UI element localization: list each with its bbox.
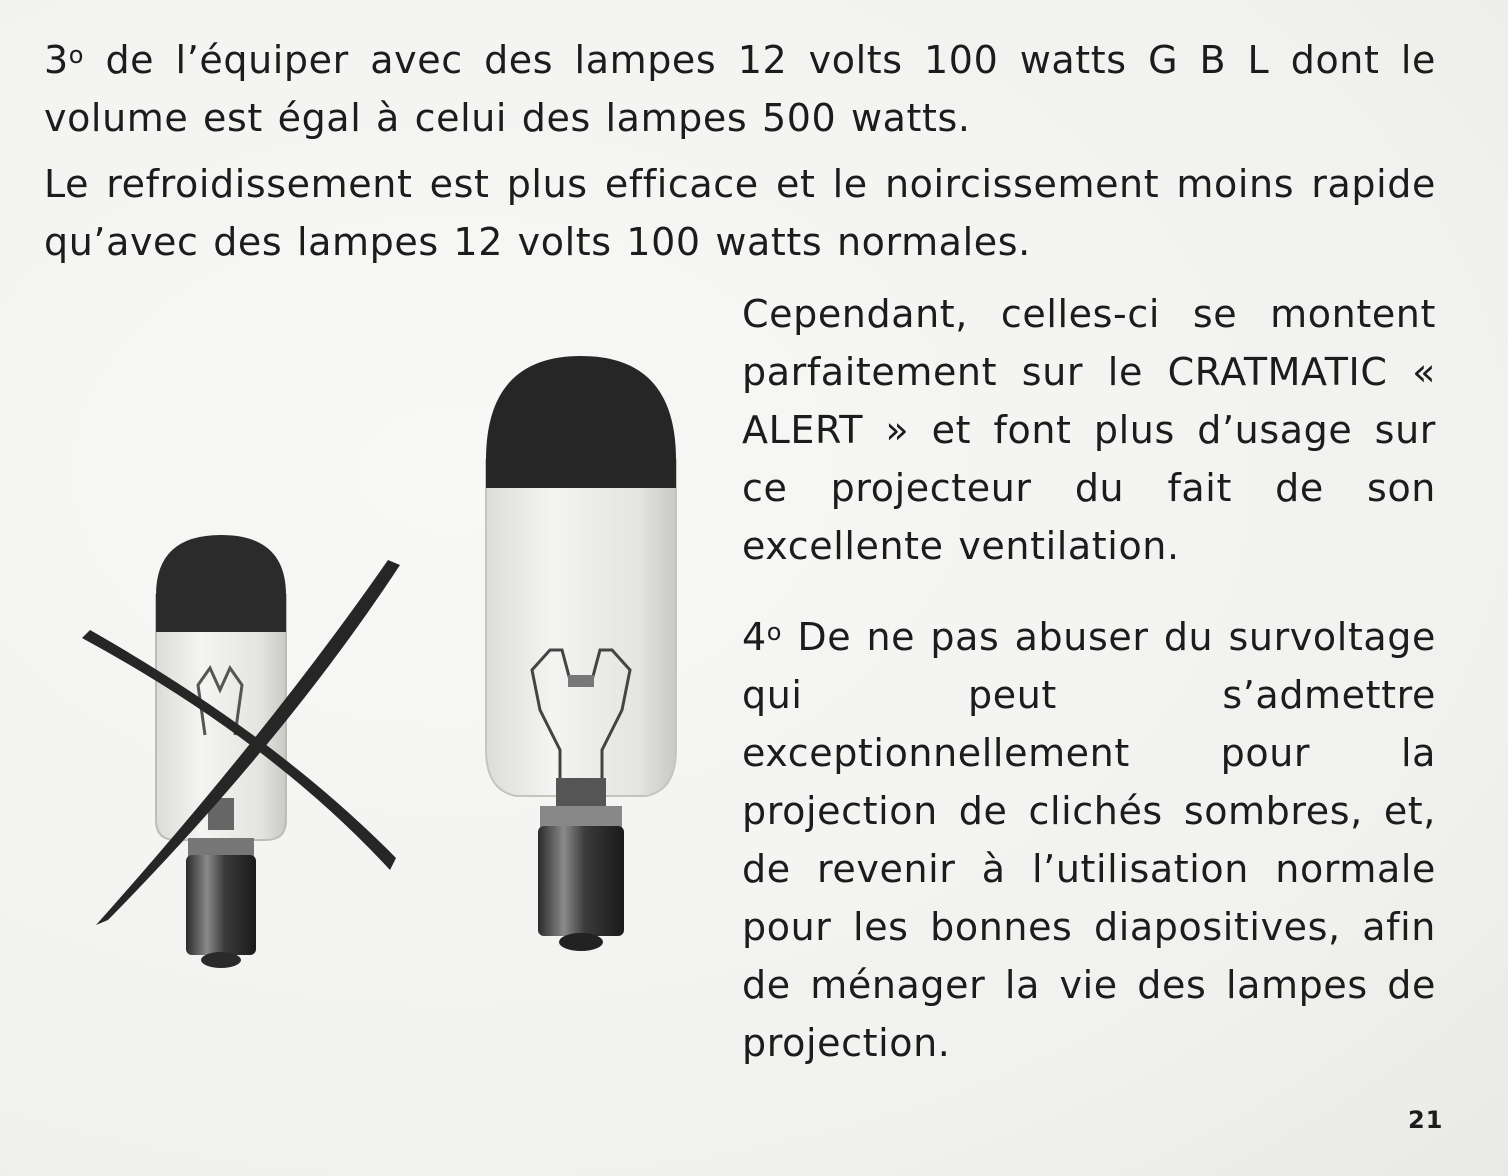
projector-bulb-icon xyxy=(486,356,676,951)
ordinal-superscript: o xyxy=(68,41,85,69)
paragraph-cooling xyxy=(44,155,1436,271)
paragraph-3 xyxy=(44,26,1436,147)
page-number: 21 xyxy=(1408,1106,1444,1134)
list-number: 4 xyxy=(742,615,767,659)
paragraph-4 xyxy=(742,603,1436,1072)
paragraph-text: Le refroidissement est plus efficace et le noircissement moins rapide qu’avec des lampes 12 volts 100 watts normales. xyxy=(44,162,1436,264)
paragraph-text: De ne pas abuser du survoltage qui peut s’admettre exceptionnellement pour la projection de clichés sombres, et, de revenir à l’utilisation normale pour les bonnes diapositives, afin de ménager la vie des lampes de projection. xyxy=(742,615,1436,1065)
paragraph-cratmatic xyxy=(742,285,1436,575)
paragraph-text: de l’équiper avec des lampes 12 volts 100 watts G B L dont le volume est égal à celui des lampes 500 watts. xyxy=(44,38,1436,140)
lamp-illustration xyxy=(70,350,730,990)
list-number: 3 xyxy=(44,38,69,82)
paragraph-text: Cependant, celles-ci se montent parfaitement sur le CRATMATIC « ALERT » et font plus d’usage sur ce projecteur du fait de son excellente ventilation. xyxy=(742,292,1436,568)
ordinal-superscript: o xyxy=(766,618,783,646)
crossed-out-bulb-icon xyxy=(82,535,400,968)
